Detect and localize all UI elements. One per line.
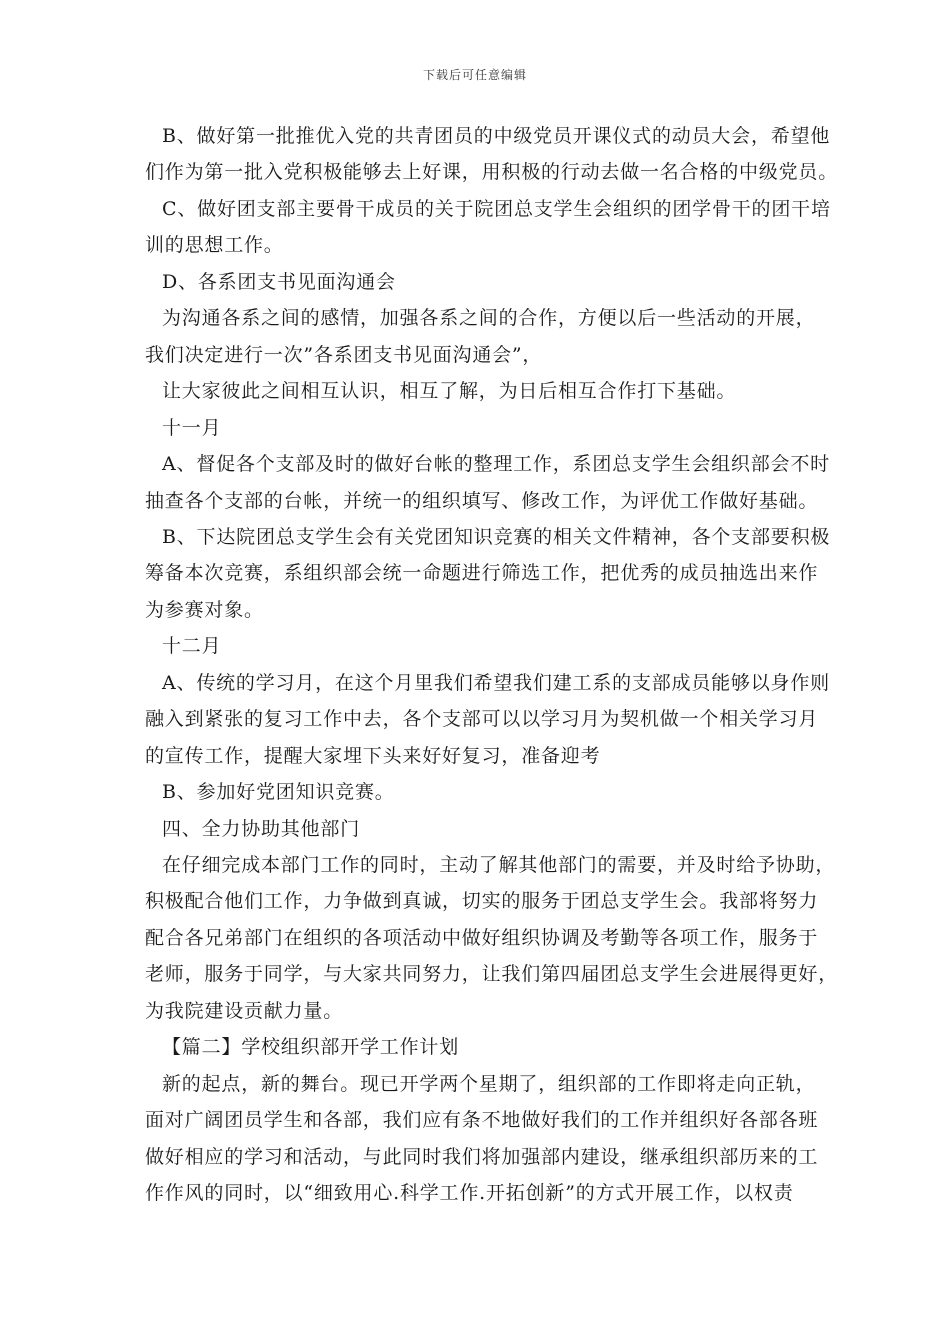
text-line: 抽查各个支部的台帐，并统一的组织填写、修改工作，为评优工作做好基础。 [145,489,819,512]
text-line: 面对广阔团员学生和各部，我们应有条不地做好我们的工作并组织好各部各班 [145,1109,819,1132]
page-header: 下载后可任意编辑 [422,68,527,82]
text-line: 老师，服务于同学，与大家共同努力，让我们第四届团总支学生会进展得更好， [145,963,839,986]
text-line: A、传统的学习月，在这个月里我们希望我们建工系的支部成员能够以身作则 [162,671,830,694]
text-line: 让大家彼此之间相互认识，相互了解，为日后相互合作打下基础。 [162,380,737,403]
text-line: C、做好团支部主要骨干成员的关于院团总支学生会组织的团学骨干的团干培 [162,197,831,220]
text-line: 作作风的同时，以“细致用心.科学工作.开拓创新”的方式开展工作，以权责 [145,1182,794,1205]
text-line: B、参加好党团知识竞赛。 [162,781,395,804]
text-line: 做好相应的学习和活动，与此同时我们将加强部内建设，继承组织部历来的工 [145,1145,819,1168]
text-line: 十二月 [162,635,222,658]
text-line: 们作为第一批入党积极能够去上好课，用积极的行动去做一名合格的中级党员。 [145,161,839,184]
text-line: 我们决定进行一次”各系团支书见面沟通会”， [145,343,543,366]
text-line: 十一月 [162,416,222,439]
text-line: 融入到紧张的复习工作中去，各个支部可以以学习月为契机做一个相关学习月 [145,708,819,731]
text-line: 配合各兄弟部门在组织的各项活动中做好组织协调及考勤等各项工作，服务于 [145,926,819,949]
text-line: A、督促各个支部及时的做好台帐的整理工作，系团总支学生会组织部会不时 [162,453,830,476]
text-line: 为参赛对象。 [145,598,264,621]
text-line: 新的起点，新的舞台。现已开学两个星期了，组织部的工作即将走向正轨， [162,1072,816,1095]
text-line: B、做好第一批推优入党的共青团员的中级党员开课仪式的动员大会，希望他 [162,125,831,147]
text-line: 筹备本次竞赛，系组织部会统一命题进行筛选工作，把优秀的成员抽选出来作 [145,562,819,585]
text-line: 训的思想工作。 [145,234,284,257]
text-line: 为沟通各系之间的感情，加强各系之间的合作，方便以后一些活动的开展， [162,307,816,330]
text-line: 为我院建设贡献力量。 [145,999,344,1022]
text-line: B、下达院团总支学生会有关党团知识竞赛的相关文件精神，各个支部要积极 [162,525,831,548]
text-line: 在仔细完成本部门工作的同时，主动了解其他部门的需要，并及时给予协助， [162,854,836,876]
text-line: D、各系团支书见面沟通会 [162,270,396,293]
text-line: 积极配合他们工作，力争做到真诚，切实的服务于团总支学生会。我部将努力 [145,890,819,913]
text-line: 四、全力协助其他部门 [162,817,361,840]
text-line: 的宣传工作，提醒大家埋下头来好好复习，准备迎考 [145,744,601,767]
text-line: 【篇二】学校组织部开学工作计划 [162,1036,460,1059]
